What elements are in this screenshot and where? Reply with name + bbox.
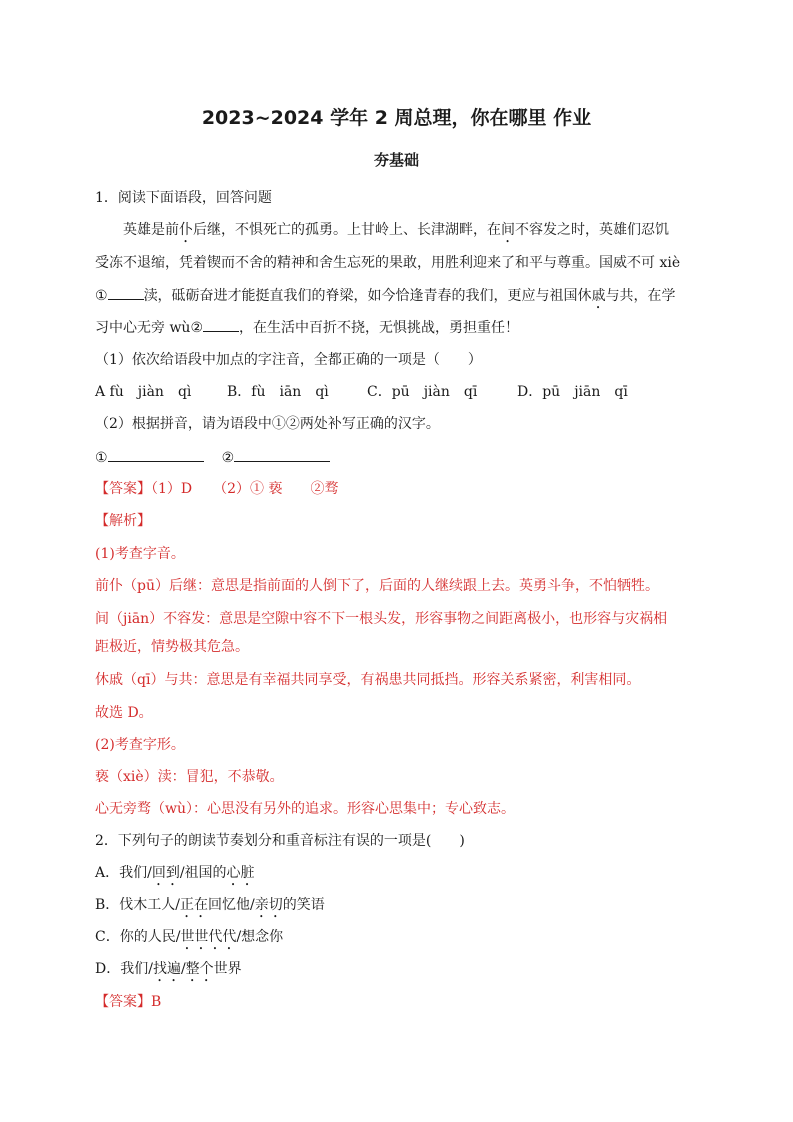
text: /祖国的 — [179, 865, 227, 881]
passage-line-4 — [95, 317, 715, 338]
dotted-char: 间 — [501, 222, 515, 238]
analysis-line: 心无旁骛（wù）：心思没有另外的追求。形容心思集中；专心致志。 — [95, 801, 515, 817]
analysis-line: 距极近，情势极其危急。 — [95, 639, 249, 655]
fill-blank-1 — [108, 285, 144, 300]
answer-blank-1 — [108, 447, 204, 462]
sub-question-2: （2）根据拼音，请为语段中①②两处补写正确的汉字。 — [95, 416, 440, 432]
q2-option-a — [95, 863, 715, 889]
blank-label-1: ① — [95, 450, 108, 466]
option-d: D．pū jiān qī — [517, 384, 628, 400]
text: ① — [95, 288, 108, 304]
answer-blanks — [95, 447, 715, 468]
analysis-line: 亵（xiè）渎：冒犯，不恭敬。 — [95, 769, 284, 785]
options-row — [95, 382, 715, 402]
text: / — [180, 961, 186, 977]
answer-blank-2 — [234, 447, 330, 462]
question-1-stem: 1．阅读下面语段，回答问题 — [95, 190, 272, 206]
text: 习中心无旁 wù② — [95, 320, 204, 336]
dotted-char: 仆 — [179, 222, 193, 238]
analysis-line: (1)考查字音。 — [95, 546, 185, 562]
q2-option-c — [95, 927, 715, 953]
text: /想念你 — [236, 929, 284, 945]
stressed-text: 心脏 — [226, 865, 255, 881]
fill-blank-2 — [203, 317, 239, 332]
text: C．你的人民/ — [95, 929, 181, 945]
stressed-text: 亲切 — [254, 897, 283, 913]
text: 回忆他/ — [208, 897, 255, 913]
analysis-line: 前仆（pū）后继：意思是指前面的人倒下了，后面的人继续跟上去。英勇斗争，不怕牺牲。 — [95, 578, 659, 594]
q2-option-d — [95, 959, 715, 985]
analysis-heading: 【解析】 — [95, 513, 151, 529]
page-title: 2023~2024 学年 2 周总理，你在哪里 作业 — [201, 107, 592, 129]
sub-question-1: （1）依次给语段中加点的字注音，全都正确的一项是（ ） — [95, 352, 482, 368]
text: D．我们/ — [95, 961, 153, 977]
answer-2: 【答案】B — [95, 994, 162, 1010]
passage-line-3 — [95, 285, 715, 312]
analysis-line: 休戚（qī）与共：意思是有幸福共同享受，有祸患共同抵挡。形容关系紧密，利害相同。 — [95, 672, 641, 688]
stressed-text: 正在 — [180, 897, 209, 913]
answer-1: 【答案】（1）D （2）① 亵 ②骛 — [95, 481, 339, 497]
q2-option-b — [95, 895, 715, 921]
text: 英雄是前 — [123, 222, 179, 238]
passage-line-1 — [123, 220, 743, 246]
text: 不容发之时，英雄们忍饥 — [515, 222, 669, 238]
analysis-line: 间（jiān）不容发：意思是空隙中容不下一根头发，形容事物之间距离极小，也形容与灾祸相 — [95, 611, 668, 627]
passage-line-2: 受冻不退缩，凭着锲而不舍的精神和舍生忘死的果敢，用胜利迎来了和平与尊重。国威不可 xiè — [95, 255, 681, 271]
text: B．伐木工人/ — [95, 897, 181, 913]
text: 与共，在学 — [605, 288, 676, 304]
analysis-line: (2)考查字形。 — [95, 737, 185, 753]
text: 的笑语 — [282, 897, 325, 913]
blank-label-2: ② — [221, 450, 235, 466]
text: 世界 — [213, 961, 242, 977]
dotted-char: 戚 — [591, 288, 606, 304]
stressed-text: 整个 — [185, 961, 214, 977]
text: A．我们/ — [95, 865, 152, 881]
option-c: C．pū jiàn qī — [367, 384, 478, 400]
stressed-text: 回到 — [151, 865, 180, 881]
stressed-text: 找遍 — [152, 961, 181, 977]
analysis-line: 故选 D。 — [95, 705, 153, 721]
section-heading: 夯基础 — [373, 151, 419, 169]
stressed-text: 世世代代 — [180, 929, 237, 945]
option-a: A fù jiàn qì — [95, 384, 192, 400]
text: ，在生活中百折不挠，无惧挑战，勇担重任！ — [239, 320, 520, 336]
text: 后继，不惧死亡的孤勇。上甘岭上、长津湖畔，在 — [193, 222, 501, 238]
option-b: B．fù iān qì — [227, 384, 329, 400]
question-2-stem: 2．下列句子的朗读节奏划分和重音标注有误的一项是( ) — [95, 833, 465, 849]
text: 渎，砥砺奋进才能挺直我们的脊梁，如今恰逢青春的我们，更应与祖国休 — [143, 288, 592, 304]
